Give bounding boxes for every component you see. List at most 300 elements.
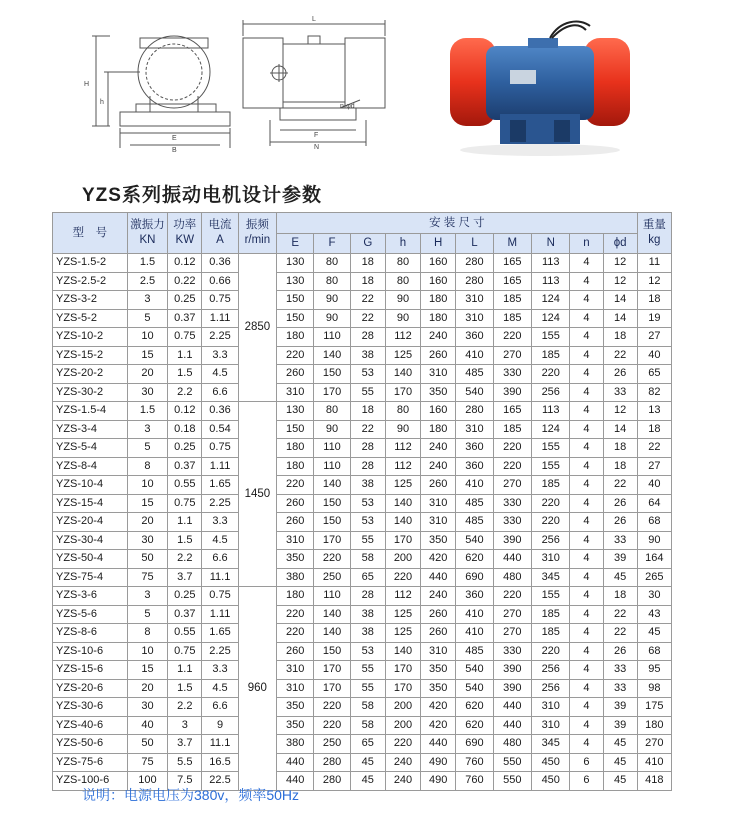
model-cell: YZS-5-4 <box>53 439 128 458</box>
value-cell: 40 <box>637 346 671 365</box>
model-cell: YZS-1.5-2 <box>53 254 128 273</box>
value-cell: 14 <box>603 291 637 310</box>
value-cell: 13 <box>637 402 671 421</box>
value-cell: 0.75 <box>202 439 238 458</box>
value-cell: 155 <box>532 457 570 476</box>
value-cell: 4 <box>570 605 603 624</box>
header-current <box>202 213 238 254</box>
table-row <box>53 624 672 643</box>
value-cell: 485 <box>456 494 493 513</box>
table-row <box>53 679 672 698</box>
value-cell: 4 <box>570 735 603 754</box>
value-cell: 110 <box>314 587 350 606</box>
value-cell: 185 <box>493 291 531 310</box>
value-cell: 380 <box>277 735 314 754</box>
value-cell: 170 <box>385 661 420 680</box>
value-cell: 10 <box>127 476 168 495</box>
value-cell: 10 <box>127 328 168 347</box>
value-cell: 3.3 <box>202 513 238 532</box>
value-cell: 170 <box>314 531 350 550</box>
model-cell: YZS-10-6 <box>53 642 128 661</box>
value-cell: 19 <box>637 309 671 328</box>
value-cell: 39 <box>603 716 637 735</box>
value-cell: 22 <box>603 605 637 624</box>
value-cell: 345 <box>532 735 570 754</box>
value-cell: 22.5 <box>202 772 238 791</box>
value-cell: 18 <box>603 587 637 606</box>
value-cell: 185 <box>532 605 570 624</box>
value-cell: 90 <box>385 291 420 310</box>
value-cell: 440 <box>421 735 456 754</box>
value-cell: 150 <box>314 365 350 384</box>
value-cell: 130 <box>277 272 314 291</box>
value-cell: 185 <box>493 420 531 439</box>
label-e: E <box>172 135 177 142</box>
value-cell: 3.3 <box>202 346 238 365</box>
value-cell: 50 <box>127 550 168 569</box>
value-cell: 125 <box>385 476 420 495</box>
value-cell: 180 <box>421 309 456 328</box>
value-cell: 155 <box>532 328 570 347</box>
value-cell: 110 <box>314 328 350 347</box>
value-cell: 0.25 <box>168 587 202 606</box>
value-cell: 90 <box>385 420 420 439</box>
value-cell: 33 <box>603 531 637 550</box>
value-cell: 4 <box>570 661 603 680</box>
value-cell: 260 <box>277 365 314 384</box>
value-cell: 410 <box>456 346 493 365</box>
model-cell: YZS-1.5-4 <box>53 402 128 421</box>
value-cell: 0.12 <box>168 402 202 421</box>
value-cell: 20 <box>127 679 168 698</box>
value-cell: 5 <box>127 439 168 458</box>
value-cell: 18 <box>637 291 671 310</box>
header-dim: F <box>314 234 350 254</box>
value-cell: 3.7 <box>168 735 202 754</box>
value-cell: 170 <box>385 679 420 698</box>
value-cell: 410 <box>456 605 493 624</box>
value-cell: 15 <box>127 494 168 513</box>
value-cell: 250 <box>314 568 350 587</box>
value-cell: 310 <box>532 550 570 569</box>
value-cell: 4 <box>570 383 603 402</box>
value-cell: 480 <box>493 735 531 754</box>
model-cell: YZS-3-4 <box>53 420 128 439</box>
header-dim: H <box>421 234 456 254</box>
value-cell: 4 <box>570 476 603 495</box>
value-cell: 256 <box>532 383 570 402</box>
model-cell: YZS-30-2 <box>53 383 128 402</box>
value-cell: 220 <box>532 494 570 513</box>
value-cell: 180 <box>277 328 314 347</box>
value-cell: 160 <box>421 272 456 291</box>
value-cell: 0.25 <box>168 291 202 310</box>
value-cell: 38 <box>350 624 385 643</box>
value-cell: 53 <box>350 365 385 384</box>
value-cell: 82 <box>637 383 671 402</box>
value-cell: 45 <box>603 735 637 754</box>
header-dim: N <box>532 234 570 254</box>
value-cell: 4 <box>570 642 603 661</box>
value-cell: 260 <box>421 346 456 365</box>
value-cell: 11.1 <box>202 735 238 754</box>
header-freq <box>238 213 276 254</box>
value-cell: 0.55 <box>168 624 202 643</box>
value-cell: 12 <box>603 254 637 273</box>
value-cell: 22 <box>350 291 385 310</box>
value-cell: 350 <box>421 531 456 550</box>
value-cell: 6 <box>570 753 603 772</box>
value-cell: 150 <box>314 513 350 532</box>
value-cell: 0.75 <box>168 494 202 513</box>
value-cell: 65 <box>637 365 671 384</box>
value-cell: 1.1 <box>168 661 202 680</box>
value-cell: 0.75 <box>202 291 238 310</box>
value-cell: 1.65 <box>202 624 238 643</box>
value-cell: 180 <box>637 716 671 735</box>
value-cell: 22 <box>603 476 637 495</box>
table-row <box>53 291 672 310</box>
value-cell: 175 <box>637 698 671 717</box>
value-cell: 27 <box>637 328 671 347</box>
value-cell: 0.37 <box>168 457 202 476</box>
value-cell: 90 <box>314 291 350 310</box>
value-cell: 2.25 <box>202 494 238 513</box>
value-cell: 5 <box>127 309 168 328</box>
value-cell: 620 <box>456 550 493 569</box>
value-cell: 20 <box>127 513 168 532</box>
value-cell: 40 <box>637 476 671 495</box>
value-cell: 22 <box>603 346 637 365</box>
header-dim: E <box>277 234 314 254</box>
table-row <box>53 753 672 772</box>
value-cell: 80 <box>314 272 350 291</box>
value-cell: 270 <box>493 605 531 624</box>
value-cell: 330 <box>493 365 531 384</box>
value-cell: 0.37 <box>168 309 202 328</box>
value-cell: 490 <box>421 772 456 791</box>
value-cell: 16.5 <box>202 753 238 772</box>
table-row <box>53 457 672 476</box>
value-cell: 540 <box>456 383 493 402</box>
value-cell: 440 <box>421 568 456 587</box>
value-cell: 0.36 <box>202 254 238 273</box>
model-cell: YZS-75-4 <box>53 568 128 587</box>
value-cell: 0.75 <box>168 328 202 347</box>
model-cell: YZS-15-6 <box>53 661 128 680</box>
value-cell: 390 <box>493 661 531 680</box>
value-cell: 150 <box>314 494 350 513</box>
value-cell: 4 <box>570 513 603 532</box>
value-cell: 11 <box>637 254 671 273</box>
table-row <box>53 420 672 439</box>
value-cell: 540 <box>456 679 493 698</box>
value-cell: 3.3 <box>202 661 238 680</box>
page-title: YZS系列振动电机设计参数 <box>82 185 322 206</box>
spec-table <box>52 212 672 791</box>
model-cell: YZS-8-6 <box>53 624 128 643</box>
header-dim: M <box>493 234 531 254</box>
value-cell: 220 <box>493 457 531 476</box>
model-cell: YZS-40-6 <box>53 716 128 735</box>
value-cell: 310 <box>421 642 456 661</box>
value-cell: 360 <box>456 439 493 458</box>
value-cell: 380 <box>277 568 314 587</box>
value-cell: 330 <box>493 513 531 532</box>
value-cell: 0.66 <box>202 272 238 291</box>
value-cell: 410 <box>456 476 493 495</box>
header-weight-unit: kg <box>648 234 661 246</box>
value-cell: 55 <box>350 679 385 698</box>
model-cell: YZS-20-4 <box>53 513 128 532</box>
value-cell: 18 <box>350 272 385 291</box>
value-cell: 1.5 <box>127 402 168 421</box>
value-cell: 130 <box>277 402 314 421</box>
value-cell: 220 <box>385 735 420 754</box>
value-cell: 410 <box>637 753 671 772</box>
table-row <box>53 661 672 680</box>
value-cell: 2.2 <box>168 383 202 402</box>
value-cell: 4 <box>570 254 603 273</box>
value-cell: 6.6 <box>202 383 238 402</box>
value-cell: 440 <box>493 550 531 569</box>
value-cell: 58 <box>350 550 385 569</box>
value-cell: 40 <box>127 716 168 735</box>
value-cell: 440 <box>493 716 531 735</box>
value-cell: 8 <box>127 457 168 476</box>
table-row <box>53 328 672 347</box>
value-cell: 14 <box>603 420 637 439</box>
value-cell: 53 <box>350 642 385 661</box>
value-cell: 310 <box>421 513 456 532</box>
value-cell: 200 <box>385 716 420 735</box>
value-cell: 310 <box>456 309 493 328</box>
table-row <box>53 587 672 606</box>
value-cell: 350 <box>277 698 314 717</box>
value-cell: 4 <box>570 365 603 384</box>
vibration-motor-photo <box>440 10 640 160</box>
value-cell: 4.5 <box>202 679 238 698</box>
value-cell: 4 <box>570 346 603 365</box>
value-cell: 45 <box>603 753 637 772</box>
value-cell: 1.1 <box>168 513 202 532</box>
value-cell: 170 <box>385 383 420 402</box>
value-cell: 420 <box>421 716 456 735</box>
value-cell: 620 <box>456 716 493 735</box>
value-cell: 3 <box>168 716 202 735</box>
value-cell: 113 <box>532 254 570 273</box>
value-cell: 5 <box>127 605 168 624</box>
value-cell: 30 <box>127 383 168 402</box>
value-cell: 360 <box>456 457 493 476</box>
value-cell: 220 <box>493 328 531 347</box>
value-cell: 58 <box>350 698 385 717</box>
value-cell: 112 <box>385 439 420 458</box>
value-cell: 220 <box>314 550 350 569</box>
freq-cell: 2850 <box>238 254 276 402</box>
header-current-unit: A <box>216 234 224 246</box>
value-cell: 12 <box>637 272 671 291</box>
value-cell: 26 <box>603 365 637 384</box>
value-cell: 1.11 <box>202 457 238 476</box>
model-cell: YZS-20-6 <box>53 679 128 698</box>
value-cell: 485 <box>456 642 493 661</box>
value-cell: 30 <box>127 531 168 550</box>
value-cell: 270 <box>493 346 531 365</box>
value-cell: 55 <box>350 531 385 550</box>
value-cell: 124 <box>532 309 570 328</box>
value-cell: 11.1 <box>202 568 238 587</box>
value-cell: 330 <box>493 494 531 513</box>
value-cell: 140 <box>385 642 420 661</box>
label-b: B <box>172 147 177 154</box>
model-cell: YZS-2.5-2 <box>53 272 128 291</box>
table-row <box>53 476 672 495</box>
value-cell: 270 <box>637 735 671 754</box>
value-cell: 4.5 <box>202 531 238 550</box>
value-cell: 15 <box>127 661 168 680</box>
value-cell: 0.25 <box>168 439 202 458</box>
value-cell: 180 <box>277 587 314 606</box>
value-cell: 270 <box>493 624 531 643</box>
model-cell: YZS-75-6 <box>53 753 128 772</box>
value-cell: 110 <box>314 439 350 458</box>
value-cell: 310 <box>421 365 456 384</box>
value-cell: 256 <box>532 661 570 680</box>
value-cell: 220 <box>532 365 570 384</box>
value-cell: 10 <box>127 642 168 661</box>
value-cell: 18 <box>637 420 671 439</box>
value-cell: 68 <box>637 642 671 661</box>
value-cell: 1.11 <box>202 309 238 328</box>
label-h: h <box>100 99 104 106</box>
value-cell: 1.5 <box>168 365 202 384</box>
value-cell: 45 <box>350 753 385 772</box>
value-cell: 125 <box>385 605 420 624</box>
value-cell: 9 <box>202 716 238 735</box>
value-cell: 140 <box>385 365 420 384</box>
value-cell: 124 <box>532 291 570 310</box>
table-row <box>53 309 672 328</box>
value-cell: 4 <box>570 679 603 698</box>
value-cell: 180 <box>421 420 456 439</box>
value-cell: 45 <box>603 568 637 587</box>
value-cell: 4 <box>570 291 603 310</box>
value-cell: 140 <box>314 476 350 495</box>
value-cell: 170 <box>314 661 350 680</box>
value-cell: 220 <box>493 587 531 606</box>
value-cell: 2.2 <box>168 698 202 717</box>
value-cell: 360 <box>456 328 493 347</box>
table-row <box>53 568 672 587</box>
value-cell: 220 <box>277 346 314 365</box>
table-row <box>53 550 672 569</box>
value-cell: 3 <box>127 587 168 606</box>
value-cell: 130 <box>277 254 314 273</box>
value-cell: 185 <box>532 346 570 365</box>
value-cell: 39 <box>603 550 637 569</box>
value-cell: 240 <box>421 457 456 476</box>
value-cell: 98 <box>637 679 671 698</box>
value-cell: 390 <box>493 383 531 402</box>
label-f: F <box>314 132 319 139</box>
value-cell: 185 <box>493 309 531 328</box>
value-cell: 22 <box>603 624 637 643</box>
value-cell: 1.11 <box>202 605 238 624</box>
table-row <box>53 642 672 661</box>
value-cell: 240 <box>421 439 456 458</box>
value-cell: 27 <box>637 457 671 476</box>
value-cell: 160 <box>421 254 456 273</box>
header-weight <box>637 213 671 254</box>
value-cell: 250 <box>314 735 350 754</box>
value-cell: 485 <box>456 365 493 384</box>
value-cell: 18 <box>603 457 637 476</box>
value-cell: 260 <box>277 494 314 513</box>
value-cell: 4 <box>570 420 603 439</box>
value-cell: 310 <box>421 494 456 513</box>
value-cell: 4 <box>570 531 603 550</box>
value-cell: 220 <box>532 513 570 532</box>
value-cell: 0.18 <box>168 420 202 439</box>
model-cell: YZS-15-4 <box>53 494 128 513</box>
value-cell: 180 <box>277 439 314 458</box>
value-cell: 760 <box>456 772 493 791</box>
value-cell: 22 <box>350 309 385 328</box>
value-cell: 18 <box>350 402 385 421</box>
header-power-label: 功率 <box>173 219 197 231</box>
value-cell: 28 <box>350 328 385 347</box>
value-cell: 3.7 <box>168 568 202 587</box>
value-cell: 26 <box>603 642 637 661</box>
model-cell: YZS-50-4 <box>53 550 128 569</box>
value-cell: 280 <box>456 254 493 273</box>
value-cell: 310 <box>456 291 493 310</box>
value-cell: 330 <box>493 642 531 661</box>
value-cell: 50 <box>127 735 168 754</box>
value-cell: 490 <box>421 753 456 772</box>
value-cell: 1.5 <box>168 531 202 550</box>
table-row <box>53 716 672 735</box>
value-cell: 140 <box>314 605 350 624</box>
value-cell: 2.5 <box>127 272 168 291</box>
value-cell: 20 <box>127 365 168 384</box>
value-cell: 440 <box>493 698 531 717</box>
value-cell: 220 <box>277 476 314 495</box>
value-cell: 350 <box>277 716 314 735</box>
model-cell: YZS-50-6 <box>53 735 128 754</box>
value-cell: 6.6 <box>202 698 238 717</box>
value-cell: 170 <box>314 383 350 402</box>
value-cell: 164 <box>637 550 671 569</box>
value-cell: 8 <box>127 624 168 643</box>
value-cell: 0.37 <box>168 605 202 624</box>
value-cell: 38 <box>350 346 385 365</box>
value-cell: 45 <box>350 772 385 791</box>
table-row <box>53 346 672 365</box>
value-cell: 540 <box>456 661 493 680</box>
header-dim: L <box>456 234 493 254</box>
value-cell: 33 <box>603 661 637 680</box>
value-cell: 28 <box>350 439 385 458</box>
model-cell: YZS-15-2 <box>53 346 128 365</box>
value-cell: 240 <box>421 587 456 606</box>
value-cell: 4 <box>570 568 603 587</box>
header-weight-label: 重量 <box>642 219 666 231</box>
value-cell: 80 <box>385 402 420 421</box>
value-cell: 4.5 <box>202 365 238 384</box>
value-cell: 690 <box>456 568 493 587</box>
